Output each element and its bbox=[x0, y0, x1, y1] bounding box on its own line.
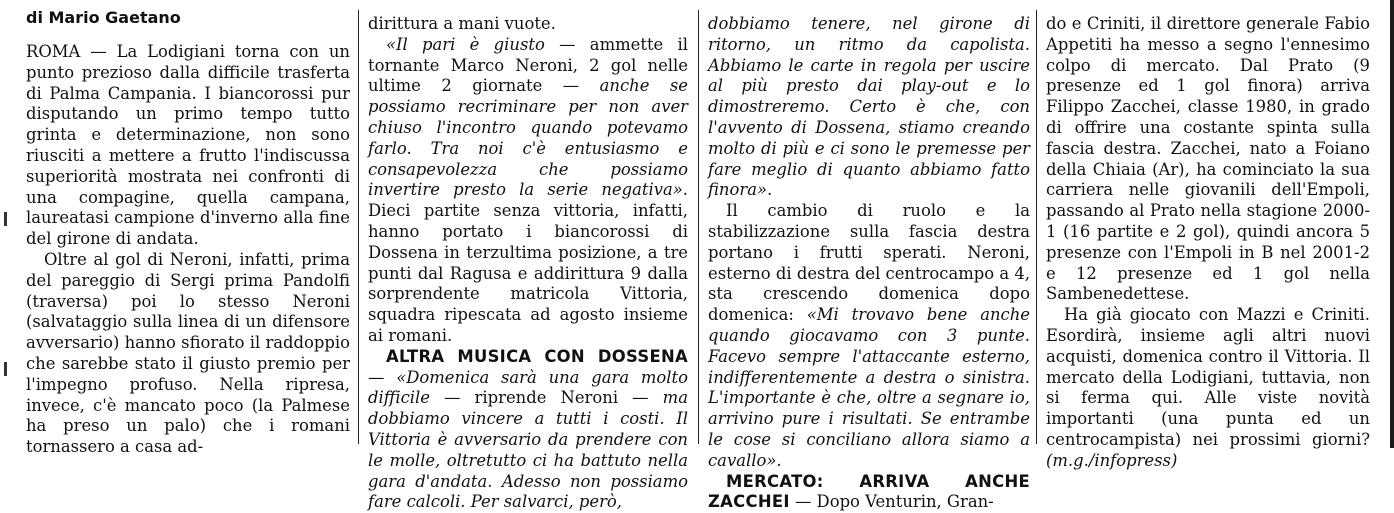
quote: anche se possiamo recriminare per non aver chiuso l'incontro quando potevamo farlo. Tra noi c'è entusiasmo e consapevolezza che possiamo invertire presto la serie negativa». bbox=[368, 76, 688, 200]
paragraph bbox=[708, 472, 1030, 513]
paragraph bbox=[708, 14, 1030, 201]
column-divider bbox=[698, 10, 699, 444]
paragraph bbox=[368, 347, 688, 513]
paragraph: dirittura a mani vuote. bbox=[368, 14, 556, 33]
scan-edge-mark bbox=[4, 362, 7, 376]
text: — riprende Neroni — bbox=[429, 388, 663, 408]
quote: dobbiamo tenere, nel girone di ritorno, un ritmo da capolista. Abbiamo le carte in regola per uscire al più presto dai play-out e lo dimostreremo. Certo è che, con l'avvento di Dossena, stiamo creando molto di più e ci sono le premesse per fare meglio di quanto abbiamo fatto finora». bbox=[708, 14, 1030, 200]
column-divider bbox=[358, 10, 359, 444]
signature: (m.g./infopress) bbox=[1046, 450, 1178, 470]
paragraph bbox=[708, 201, 1030, 471]
text: Ha già giocato con Mazzi e Criniti. Esordirà, insieme agli altri nuovi acquisti, domenica contro il Vittoria. Il mercato della Lodigiani, tuttavia, non si ferma qui. Alle viste novità importanti (una punta ed un centrocampista) nei prossimi giorni? bbox=[1046, 305, 1370, 449]
quote: ma dobbiamo vincere a tutti i costi. Il Vittoria è avversario da prendere con le molle, oltretutto ci ha battuto nella gara d'andata. Adesso non possiamo fare calcoli. Per salvarci, però, bbox=[368, 388, 688, 512]
text: — ammette il tornante Marco Neroni, 2 gol nelle ultime 2 giornate — bbox=[368, 34, 689, 96]
column-3 bbox=[708, 14, 1030, 512]
quote: «Mi trovavo bene anche quando giocavamo con 3 punte. Facevo sempre l'attaccante esterno, indifferentemente a destra o sinistra. L'importante è che, oltre a segnare io, arrivino pure i risultati. Se entrambe le cose si conciliano allora siamo a cavallo». bbox=[708, 305, 1030, 470]
paragraph bbox=[1046, 305, 1370, 471]
scan-edge-mark bbox=[4, 212, 7, 226]
column-2 bbox=[368, 14, 689, 512]
text: Dieci partite senza vittoria, infatti, hanno portato i biancorossi di Dossena in terzultima posizione, a tre punti dal Ragusa e addirittura 9 dalla sorprendente matricola Vittoria, squadra ripescata ad agosto insieme ai romani. bbox=[368, 201, 688, 345]
byline: di Mario Gaetano bbox=[26, 8, 181, 27]
scan-edge bbox=[1390, 0, 1394, 448]
paragraph: do e Criniti, il direttore generale Fabio Appetiti ha messo a segno l'ennesimo colpo di mercato. Dal Prato (9 presenze ed 1 gol finora) arriva Filippo Zacchei, classe 1980, in grado di offrire una costante spinta sulla fascia destra. Zacchei, nato a Foiano della Chiaia (Ar), ha cominciato la sua carriera nelle giovanili dell'Empoli, passando al Prato nella stagione 2000-1 (16 partite e 2 gol), quindi ancora 5 presenze con l'Empoli in B nel 2001-2 e 12 presenze ed 1 gol nella Sambenedettese. bbox=[1046, 14, 1370, 304]
column-divider bbox=[1036, 10, 1037, 444]
quote: «Il pari è giusto bbox=[386, 34, 545, 54]
text: — bbox=[368, 367, 397, 387]
section-heading: MERCATO: ARRIVA ANCHE ZACCHEI bbox=[708, 471, 1030, 512]
quote: «Domenica sarà una gara molto difficile bbox=[368, 367, 688, 408]
section-heading: ALTRA MUSICA CON DOSSENA bbox=[386, 346, 688, 366]
paragraph bbox=[368, 35, 688, 347]
paragraph: Oltre al gol di Neroni, infatti, prima del pareggio di Sergi prima Pandolfi (traversa) poi lo stesso Neroni (salvataggio sulla linea di un difensore avversario) hanno sfiorato il raddoppio che sarebbe stato il giusto premio per l'impegno profuso. Nella ripresa, invece, c'è mancato poco (la Palmese ha preso un palo) che i romani tornassero a casa ad- bbox=[26, 249, 350, 457]
paragraph: ROMA — La Lodigiani torna con un punto prezioso dalla difficile trasferta di Palma Campania. I biancorossi pur disputando un primo tempo tutto grinta e determinazione, non sono riusciti a mettere a frutto l'indiscussa superiorità mostrata nei confronti di una compagine, quella campana, laureatasi campione d'inverno alla fine del girone di andata. bbox=[26, 42, 350, 249]
text: — Dopo Venturin, Gran- bbox=[789, 492, 994, 512]
column-4 bbox=[1046, 14, 1370, 470]
text: Il cambio di ruolo e la stabilizzazione sulla fascia destra portano i frutti sperati. Neroni, esterno di destra del centrocampo a 4, sta crescendo domenica dopo domenica: bbox=[708, 201, 1030, 325]
column-1 bbox=[26, 8, 350, 457]
